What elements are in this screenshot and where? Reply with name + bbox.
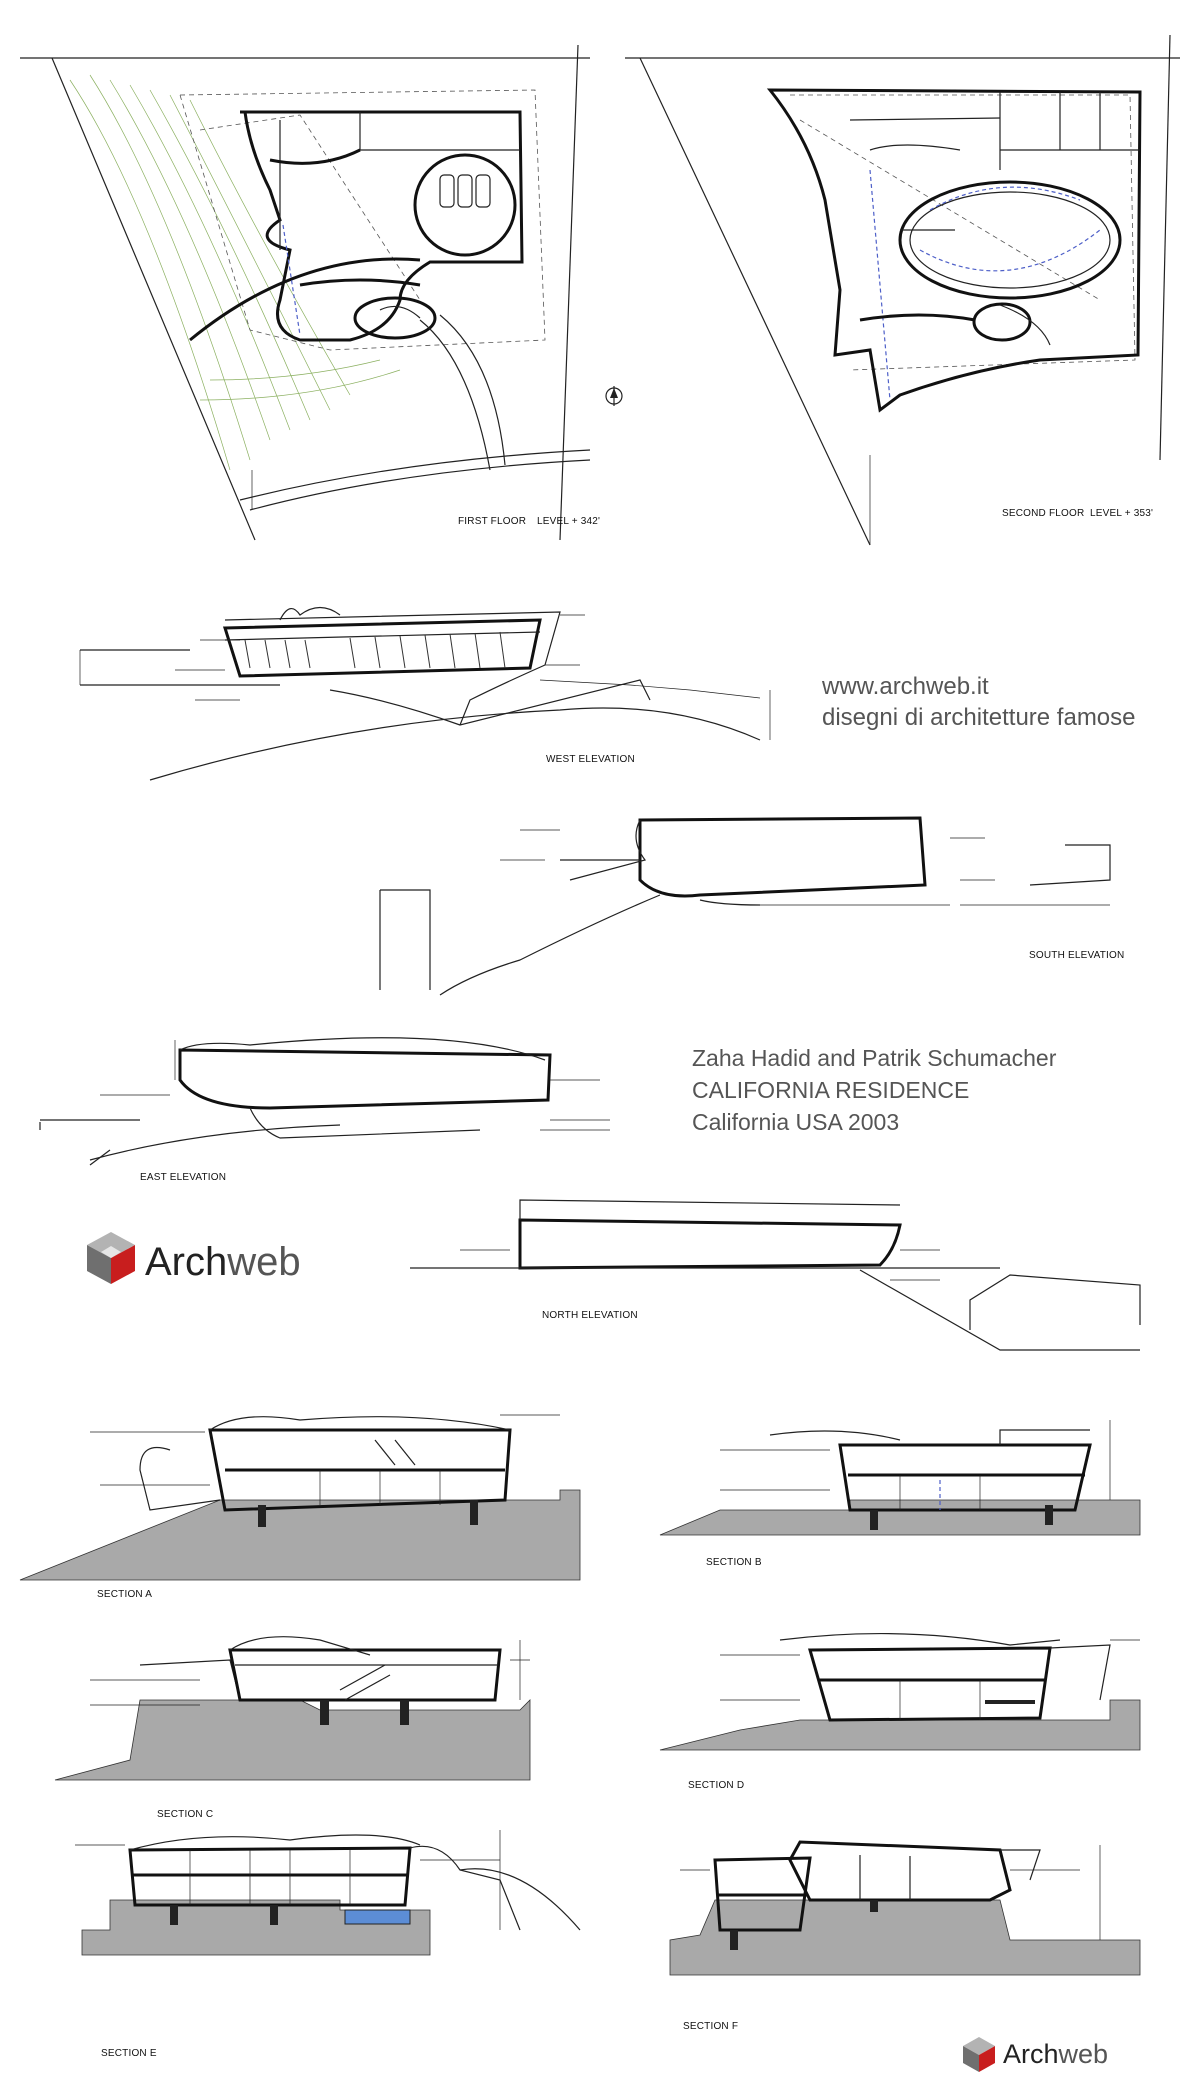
west-elevation-label: WEST ELEVATION: [546, 754, 635, 765]
east-elevation: [40, 1038, 610, 1165]
section-a-label: SECTION A: [97, 1589, 153, 1600]
east-elevation-label: EAST ELEVATION: [140, 1172, 227, 1183]
project-place-year: California USA 2003: [692, 1109, 900, 1135]
section-c: [55, 1637, 530, 1780]
north-elevation-label: NORTH ELEVATION: [542, 1310, 638, 1321]
cube-icon: [87, 1232, 135, 1284]
website-url: www.archweb.it: [822, 673, 989, 700]
section-b: [660, 1420, 1140, 1535]
north-elevation: [410, 1200, 1140, 1350]
section-f: [670, 1842, 1140, 1975]
cube-icon: [963, 2037, 995, 2072]
archweb-logo-large: [145, 1240, 301, 1285]
section-d-label: SECTION D: [688, 1780, 745, 1791]
section-e-label: SECTION E: [101, 2048, 157, 2059]
first-floor-level: LEVEL + 342': [537, 516, 601, 527]
south-elevation: [380, 818, 1110, 995]
section-d: [660, 1634, 1140, 1750]
section-b-label: SECTION B: [706, 1557, 762, 1568]
west-elevation: [80, 608, 770, 781]
archweb-wordmark: Archweb: [145, 1240, 301, 1284]
first-floor-plan: [20, 45, 590, 540]
south-elevation-label: SOUTH ELEVATION: [1029, 950, 1125, 961]
first-floor-label: FIRST FLOOR: [458, 516, 527, 527]
second-floor-label: SECOND FLOOR: [1002, 508, 1085, 519]
project-architects: Zaha Hadid and Patrik Schumacher: [692, 1045, 1057, 1071]
archweb-wordmark-small: Archweb: [1003, 2039, 1109, 2069]
section-c-label: SECTION C: [157, 1809, 214, 1820]
archweb-logo-small: [1003, 2039, 1108, 2070]
second-floor-plan: [625, 35, 1180, 545]
section-e: [75, 1830, 580, 1955]
website-tagline: disegni di architetture famose: [822, 704, 1136, 731]
section-a: [20, 1415, 580, 1580]
second-floor-level: LEVEL + 353': [1090, 508, 1154, 519]
north-arrow-icon: [606, 386, 622, 406]
section-f-label: SECTION F: [683, 2021, 739, 2032]
project-name: CALIFORNIA RESIDENCE: [692, 1077, 970, 1103]
